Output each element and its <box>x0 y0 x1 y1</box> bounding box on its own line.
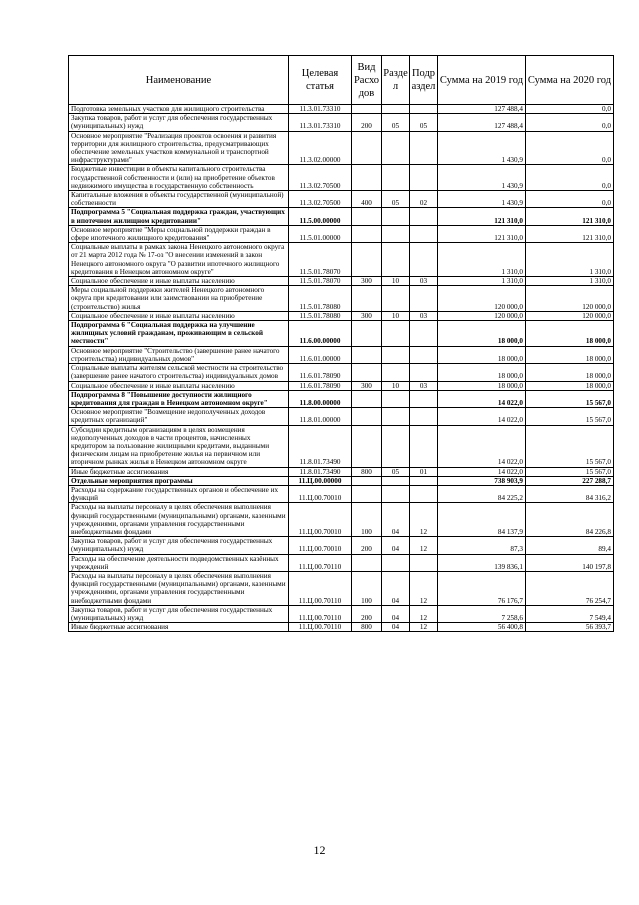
header-target-article: Целевая статья <box>289 56 352 105</box>
cell-section <box>382 364 410 381</box>
cell-expense-type: 300 <box>352 277 382 286</box>
cell-sum-2019: 84 225,2 <box>438 485 526 502</box>
cell-sum-2019: 121 310,0 <box>438 208 526 225</box>
cell-subsection: 03 <box>410 311 438 320</box>
table-row <box>69 191 614 208</box>
table-row <box>69 408 614 425</box>
cell-expense-type: 300 <box>352 311 382 320</box>
cell-section: 04 <box>382 537 410 554</box>
cell-expense-type <box>352 390 382 407</box>
cell-subsection <box>410 321 438 347</box>
cell-expense-type <box>352 165 382 191</box>
cell-sum-2020: 18 000,0 <box>526 381 614 390</box>
cell-sum-2020: 1 310,0 <box>526 243 614 277</box>
cell-sum-2019: 18 000,0 <box>438 364 526 381</box>
cell-section <box>382 554 410 571</box>
cell-subsection <box>410 554 438 571</box>
table-row <box>69 467 614 476</box>
cell-name: Социальное обеспечение и иные выплаты населению <box>69 311 289 320</box>
cell-section <box>382 390 410 407</box>
cell-name: Иные бюджетные ассигнования <box>69 623 289 632</box>
cell-sum-2019: 87,3 <box>438 537 526 554</box>
cell-subsection: 12 <box>410 623 438 632</box>
cell-target-article: 11.Ц.00.00000 <box>289 476 352 485</box>
table-row <box>69 208 614 225</box>
cell-name: Капитальные вложения в объекты государственной (муниципальной) собственности <box>69 191 289 208</box>
cell-name: Основное мероприятие "Строительство (завершение ранее начатого строительства) индивидуальных домов" <box>69 346 289 363</box>
cell-section: 10 <box>382 381 410 390</box>
cell-sum-2020: 18 000,0 <box>526 364 614 381</box>
cell-sum-2019: 14 022,0 <box>438 390 526 407</box>
cell-expense-type: 200 <box>352 605 382 622</box>
cell-section <box>382 225 410 242</box>
cell-section <box>382 208 410 225</box>
cell-name: Основное мероприятие "Реализация проектов освоения и развития территории для жилищного строительства, предусматривающих обеспечение земельных участков коммунальной и транспортной инфраструктурами" <box>69 131 289 165</box>
cell-target-article: 11.Ц.00.70110 <box>289 554 352 571</box>
cell-sum-2020: 120 000,0 <box>526 311 614 320</box>
cell-sum-2019: 14 022,0 <box>438 425 526 467</box>
cell-sum-2019: 120 000,0 <box>438 286 526 312</box>
cell-name: Расходы на выплаты персоналу в целях обеспечения выполнения функций государственными (муниципальными) органами, казенными учреждениями, органами управления государственными внебюджетными фондами <box>69 503 289 537</box>
cell-section <box>382 476 410 485</box>
cell-section: 05 <box>382 114 410 131</box>
cell-section <box>382 286 410 312</box>
table-row <box>69 623 614 632</box>
header-sum-2019: Сумма на 2019 год <box>438 56 526 105</box>
budget-document <box>68 55 613 632</box>
cell-name: Расходы на обеспечение деятельности подведомственных казённых учреждений <box>69 554 289 571</box>
cell-target-article: 11.Ц.00.70010 <box>289 537 352 554</box>
cell-sum-2020: 0,0 <box>526 105 614 114</box>
cell-sum-2020: 140 197,8 <box>526 554 614 571</box>
cell-target-article: 11.5.00.00000 <box>289 208 352 225</box>
cell-subsection <box>410 408 438 425</box>
cell-name: Подпрограмма 6 "Социальная поддержка на улучшение жилищных условий гражданам, проживающим в сельской местности" <box>69 321 289 347</box>
cell-sum-2020: 0,0 <box>526 165 614 191</box>
cell-expense-type <box>352 476 382 485</box>
cell-section: 04 <box>382 503 410 537</box>
table-row <box>69 425 614 467</box>
cell-target-article: 11.5.01.78080 <box>289 311 352 320</box>
table-row <box>69 485 614 502</box>
table-row <box>69 311 614 320</box>
cell-sum-2020: 121 310,0 <box>526 208 614 225</box>
cell-subsection <box>410 165 438 191</box>
cell-subsection: 05 <box>410 114 438 131</box>
cell-expense-type <box>352 105 382 114</box>
cell-subsection <box>410 286 438 312</box>
cell-expense-type <box>352 243 382 277</box>
cell-target-article: 11.3.02.00000 <box>289 131 352 165</box>
table-row <box>69 571 614 605</box>
table-row <box>69 286 614 312</box>
cell-sum-2020: 15 567,0 <box>526 467 614 476</box>
cell-sum-2020: 227 288,7 <box>526 476 614 485</box>
table-header-row <box>69 56 614 105</box>
cell-target-article: 11.3.01.73310 <box>289 114 352 131</box>
table-row <box>69 605 614 622</box>
cell-section <box>382 165 410 191</box>
cell-name: Закупка товаров, работ и услуг для обеспечения государственных (муниципальных) нужд <box>69 605 289 622</box>
table-row <box>69 243 614 277</box>
cell-expense-type <box>352 485 382 502</box>
cell-section: 04 <box>382 623 410 632</box>
cell-subsection: 12 <box>410 605 438 622</box>
cell-name: Отдельные мероприятия программы <box>69 476 289 485</box>
cell-target-article: 11.3.02.70500 <box>289 165 352 191</box>
cell-target-article: 11.6.01.78090 <box>289 364 352 381</box>
page-number: 12 <box>313 843 326 857</box>
cell-subsection: 01 <box>410 467 438 476</box>
cell-sum-2020: 0,0 <box>526 114 614 131</box>
table-row <box>69 476 614 485</box>
cell-sum-2020: 120 000,0 <box>526 286 614 312</box>
cell-subsection <box>410 364 438 381</box>
cell-sum-2019: 1 430,9 <box>438 131 526 165</box>
cell-expense-type: 100 <box>352 571 382 605</box>
cell-expense-type <box>352 554 382 571</box>
table-row <box>69 277 614 286</box>
cell-sum-2019: 76 176,7 <box>438 571 526 605</box>
table-row <box>69 503 614 537</box>
header-subsection: Подр аздел <box>410 56 438 105</box>
cell-sum-2019: 14 022,0 <box>438 467 526 476</box>
table-row <box>69 381 614 390</box>
cell-name: Иные бюджетные ассигнования <box>69 467 289 476</box>
cell-section: 04 <box>382 571 410 605</box>
cell-section: 10 <box>382 277 410 286</box>
cell-expense-type: 400 <box>352 191 382 208</box>
cell-name: Закупка товаров, работ и услуг для обеспечения государственных (муниципальных) нужд <box>69 537 289 554</box>
cell-sum-2020: 121 310,0 <box>526 225 614 242</box>
cell-sum-2020: 56 393,7 <box>526 623 614 632</box>
cell-section <box>382 243 410 277</box>
cell-expense-type: 300 <box>352 381 382 390</box>
cell-expense-type <box>352 286 382 312</box>
cell-name: Бюджетные инвестиции в объекты капитального строительства государственной собственности и (или) на приобретение объектов недвижимого имущества в государственную собственность <box>69 165 289 191</box>
cell-subsection <box>410 485 438 502</box>
cell-expense-type <box>352 425 382 467</box>
cell-name: Основное мероприятие "Меры социальной поддержки граждан в сфере ипотечного жилищного кредитования" <box>69 225 289 242</box>
cell-target-article: 11.5.01.78070 <box>289 277 352 286</box>
cell-target-article: 11.6.00.00000 <box>289 321 352 347</box>
cell-sum-2019: 127 488,4 <box>438 114 526 131</box>
cell-sum-2019: 121 310,0 <box>438 225 526 242</box>
cell-section: 10 <box>382 311 410 320</box>
cell-target-article: 11.3.02.70500 <box>289 191 352 208</box>
cell-target-article: 11.8.01.00000 <box>289 408 352 425</box>
cell-target-article: 11.8.01.73490 <box>289 425 352 467</box>
cell-expense-type: 100 <box>352 503 382 537</box>
cell-sum-2019: 738 903,9 <box>438 476 526 485</box>
cell-subsection <box>410 243 438 277</box>
cell-sum-2019: 7 258,6 <box>438 605 526 622</box>
cell-name: Подготовка земельных участков для жилищного строительства <box>69 105 289 114</box>
cell-sum-2019: 120 000,0 <box>438 311 526 320</box>
cell-sum-2019: 1 430,9 <box>438 191 526 208</box>
cell-name: Субсидии кредитным организациям в целях возмещения недополученных доходов в части процентов, начисленных кредитором за пользование жилищными кредитами, выданными физическим лицам на приобретение жилья на первичном или вторичном рынках жилья в Ненецком автономном округе <box>69 425 289 467</box>
cell-sum-2019: 139 836,1 <box>438 554 526 571</box>
cell-target-article: 11.Ц.00.70110 <box>289 605 352 622</box>
cell-target-article: 11.8.00.00000 <box>289 390 352 407</box>
cell-expense-type: 800 <box>352 467 382 476</box>
cell-section <box>382 131 410 165</box>
cell-sum-2019: 18 000,0 <box>438 346 526 363</box>
cell-target-article: 11.3.01.73310 <box>289 105 352 114</box>
cell-expense-type <box>352 364 382 381</box>
cell-subsection <box>410 390 438 407</box>
cell-section <box>382 485 410 502</box>
table-row <box>69 554 614 571</box>
cell-sum-2020: 76 254,7 <box>526 571 614 605</box>
cell-section <box>382 321 410 347</box>
cell-subsection <box>410 346 438 363</box>
header-expense-type: Вид Расхо дов <box>352 56 382 105</box>
cell-sum-2019: 127 488,4 <box>438 105 526 114</box>
cell-subsection <box>410 208 438 225</box>
cell-subsection <box>410 105 438 114</box>
cell-subsection: 12 <box>410 571 438 605</box>
cell-sum-2019: 1 430,9 <box>438 165 526 191</box>
cell-name: Социальные выплаты жителям сельской местности на строительство (завершение ранее начатого строительства) индивидуальных домов <box>69 364 289 381</box>
cell-name: Расходы на содержание государственных органов и обеспечение их функций <box>69 485 289 502</box>
table-row <box>69 390 614 407</box>
cell-target-article: 11.Ц.00.70110 <box>289 571 352 605</box>
table-row <box>69 114 614 131</box>
cell-target-article: 11.5.01.78070 <box>289 243 352 277</box>
table-row <box>69 364 614 381</box>
table-row <box>69 165 614 191</box>
cell-sum-2020: 18 000,0 <box>526 321 614 347</box>
cell-expense-type: 200 <box>352 114 382 131</box>
cell-target-article: 11.5.01.78080 <box>289 286 352 312</box>
cell-section: 05 <box>382 467 410 476</box>
cell-sum-2019: 1 310,0 <box>438 277 526 286</box>
header-sum-2020: Сумма на 2020 год <box>526 56 614 105</box>
cell-sum-2019: 18 000,0 <box>438 321 526 347</box>
cell-sum-2020: 15 567,0 <box>526 408 614 425</box>
cell-sum-2020: 7 549,4 <box>526 605 614 622</box>
cell-sum-2019: 84 137,9 <box>438 503 526 537</box>
cell-sum-2020: 0,0 <box>526 191 614 208</box>
cell-name: Меры социальной поддержки жителей Ненецкого автономного округа при кредитовании или заимствовании на приобретение (строительство) жилья <box>69 286 289 312</box>
table-row <box>69 105 614 114</box>
cell-name: Закупка товаров, работ и услуг для обеспечения государственных (муниципальных) нужд <box>69 114 289 131</box>
cell-sum-2020: 1 310,0 <box>526 277 614 286</box>
cell-name: Социальное обеспечение и иные выплаты населению <box>69 277 289 286</box>
cell-expense-type: 800 <box>352 623 382 632</box>
cell-name: Подпрограмма 8 "Повышение доступности жилищного кредитования для граждан в Ненецком автономном округе" <box>69 390 289 407</box>
cell-name: Расходы на выплаты персоналу в целях обеспечения выполнения функций государственными (муниципальными) органами, казенными учреждениями, органами управления государственными внебюджетными фондами <box>69 571 289 605</box>
cell-sum-2020: 84 316,2 <box>526 485 614 502</box>
cell-subsection <box>410 476 438 485</box>
cell-name: Социальное обеспечение и иные выплаты населению <box>69 381 289 390</box>
cell-section: 05 <box>382 191 410 208</box>
header-name: Наименование <box>69 56 289 105</box>
cell-target-article: 11.Ц.00.70010 <box>289 485 352 502</box>
cell-sum-2020: 18 000,0 <box>526 346 614 363</box>
cell-section <box>382 346 410 363</box>
cell-sum-2020: 15 567,0 <box>526 390 614 407</box>
table-row <box>69 321 614 347</box>
cell-expense-type <box>352 408 382 425</box>
table-row <box>69 225 614 242</box>
cell-target-article: 11.Ц.00.70110 <box>289 623 352 632</box>
header-section: Разде л <box>382 56 410 105</box>
cell-expense-type <box>352 346 382 363</box>
cell-sum-2020: 84 226,8 <box>526 503 614 537</box>
cell-subsection: 12 <box>410 503 438 537</box>
cell-section <box>382 425 410 467</box>
cell-section <box>382 408 410 425</box>
cell-expense-type <box>352 225 382 242</box>
cell-target-article: 11.8.01.73490 <box>289 467 352 476</box>
cell-expense-type: 200 <box>352 537 382 554</box>
cell-subsection: 03 <box>410 381 438 390</box>
cell-subsection <box>410 131 438 165</box>
table-body <box>69 105 614 632</box>
cell-target-article: 11.6.01.78090 <box>289 381 352 390</box>
cell-section <box>382 105 410 114</box>
budget-table <box>68 55 614 632</box>
cell-subsection: 02 <box>410 191 438 208</box>
cell-target-article: 11.5.01.00000 <box>289 225 352 242</box>
cell-expense-type <box>352 131 382 165</box>
cell-name: Социальные выплаты в рамках закона Ненецкого автономного округа от 21 марта 2012 года № 17-оз "О внесении изменений в закон Ненецкого автономного округа "О развитии ипотечного жилищного кредитования в Ненецком автономном округе" <box>69 243 289 277</box>
cell-sum-2019: 56 400,8 <box>438 623 526 632</box>
cell-sum-2020: 89,4 <box>526 537 614 554</box>
cell-sum-2020: 0,0 <box>526 131 614 165</box>
cell-subsection: 03 <box>410 277 438 286</box>
cell-target-article: 11.6.01.00000 <box>289 346 352 363</box>
cell-target-article: 11.Ц.00.70010 <box>289 503 352 537</box>
table-row <box>69 346 614 363</box>
table-row <box>69 131 614 165</box>
cell-subsection <box>410 225 438 242</box>
cell-sum-2020: 15 567,0 <box>526 425 614 467</box>
cell-subsection <box>410 425 438 467</box>
cell-subsection: 12 <box>410 537 438 554</box>
cell-section: 04 <box>382 605 410 622</box>
cell-sum-2019: 18 000,0 <box>438 381 526 390</box>
cell-name: Подпрограмма 5 "Социальная поддержка граждан, участвующих в ипотечном жилищном кредитовании" <box>69 208 289 225</box>
cell-sum-2019: 14 022,0 <box>438 408 526 425</box>
table-row <box>69 537 614 554</box>
cell-sum-2019: 1 310,0 <box>438 243 526 277</box>
cell-expense-type <box>352 208 382 225</box>
cell-name: Основное мероприятие "Возмещение недополученных доходов кредитных организаций" <box>69 408 289 425</box>
cell-expense-type <box>352 321 382 347</box>
